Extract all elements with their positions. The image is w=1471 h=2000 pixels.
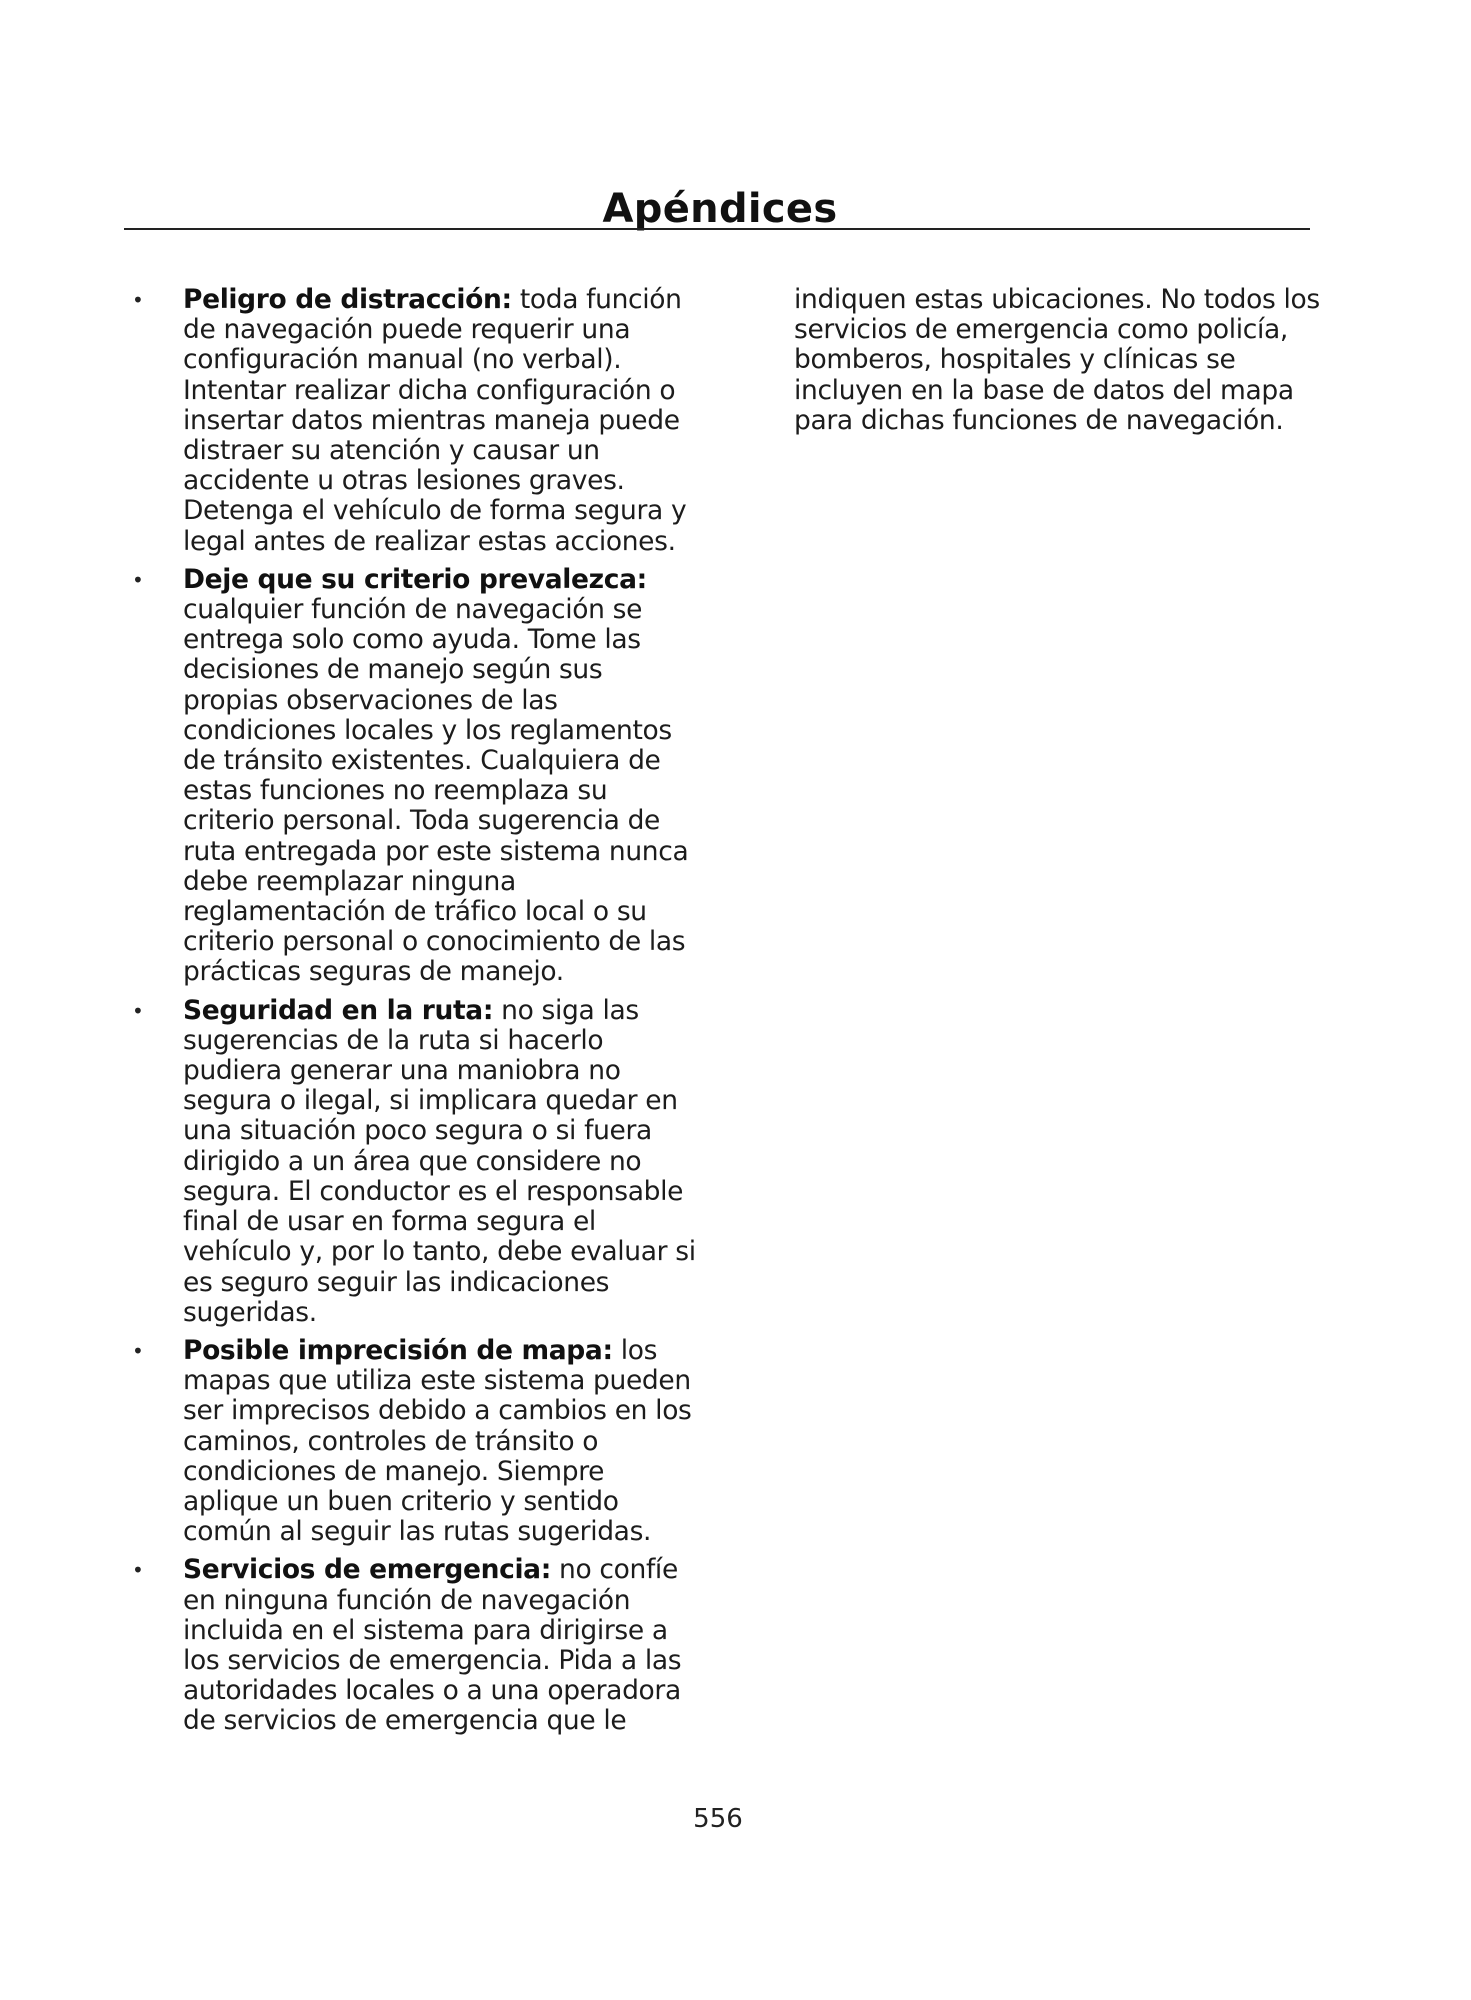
item-term: Peligro de distracción: [183,284,512,315]
item-text: no siga las sugerencias de la ruta si hacerlo pudiera generar una maniobra no segura o ilegal, si implicara quedar en una situación poco segura o si fuera dirigido a un área que considere no segura. El conductor es el responsable final de usar en forma segura el vehículo y, por lo tanto, debe evaluar si es seguro seguir las indicaciones sugeridas. [183,994,696,1328]
item-text: toda función de navegación puede requerir una configuración manual (no verbal). Intentar realizar dicha configuración o insertar datos mientras maneja puede distraer su atención y causar un accidente u otras lesiones graves. Detenga el vehículo de forma segura y legal antes de realizar estas acciones. [183,284,687,557]
list-item-route-safety [132,996,702,1328]
bullet-icon: • [132,567,144,592]
title-divider [124,228,1310,230]
left-column [132,285,702,1745]
item-term: Servicios de emergencia: [183,1554,551,1586]
item-term: Seguridad en la ruta: [183,994,494,1026]
page-title: Apéndices [602,185,838,232]
warning-list [132,285,702,1737]
item-text: los mapas que utiliza este sistema pueden ser imprecisos debido a cambios en los caminos, controles de tránsito o condiciones de manejo. Siempre aplique un buen criterio y sentido común al seguir las rutas sugeridas. [183,1334,692,1548]
list-item-judgment-prevails [132,565,702,988]
page-number: 556 [693,1804,743,1834]
item-term: Posible imprecisión de mapa: [183,1334,613,1366]
bullet-icon: • [132,998,144,1023]
right-column [794,285,1324,436]
bullet-icon: • [132,1558,144,1583]
item-term: Deje que su criterio prevalezca: [183,563,647,595]
item-text: cualquier función de navegación se entrega solo como ayuda. Tome las decisiones de manejo según sus propias observaciones de las condiciones locales y los reglamentos de tránsito existentes. Cualquiera de estas funciones no reemplaza su criterio personal. Toda sugerencia de ruta entregada por este sistema nunca debe reemplazar ninguna reglamentación de tráfico local o su criterio personal o conocimiento de las prácticas seguras de manejo. [183,594,689,988]
bullet-icon: • [132,288,144,312]
item-text: no confíe en ninguna función de navegación incluida en el sistema para dirigirse a los servicios de emergencia. Pida a las autoridades locales o a una operadora de servicios de emergencia que le [183,1554,682,1737]
list-item-emergency-services [132,1555,702,1736]
list-item-distraction-hazard [132,285,702,557]
continuation-paragraph: indiquen estas ubicaciones. No todos los servicios de emergencia como policía, bomberos, hospitales y clínicas se incluyen en la base de datos del mapa para dichas funciones de navegación. [794,284,1320,436]
list-item-map-inaccuracy [132,1336,702,1547]
bullet-icon: • [132,1338,144,1363]
